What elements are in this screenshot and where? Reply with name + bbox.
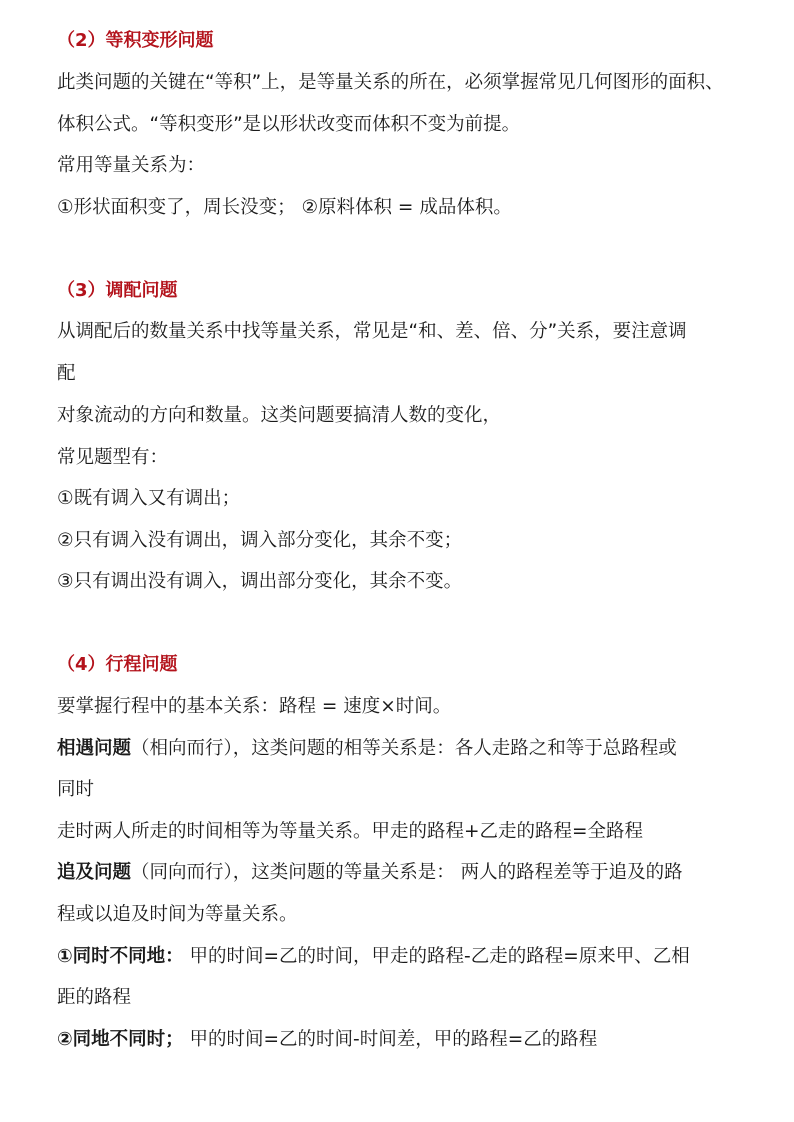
- section-3-paragraph-line-6: ②只有调入没有调出，调入部分变化，其余不变；: [57, 530, 463, 551]
- section-3-paragraph-line-2: 配: [57, 363, 76, 384]
- case-2-text: 甲的时间=乙的时间-时间差，甲的路程=乙的路程: [183, 1029, 598, 1050]
- section-2-paragraph-line-2: 体积公式。“等积变形”是以形状改变而体积不变为前提。: [57, 114, 521, 135]
- case-1-line-2: 距的路程: [57, 987, 132, 1008]
- meet-problem-text: （相向而行），这类问题的相等关系是：各人走路之和等于总路程或: [131, 738, 677, 759]
- case-2-line: [57, 1028, 597, 1052]
- section-3-paragraph-line-4: 常见题型有：: [57, 447, 169, 468]
- chase-problem-text: （同向而行），这类问题的等量关系是： 两人的路程差等于追及的路: [131, 862, 683, 883]
- section-3-paragraph-line-7: ③只有调出没有调入，调出部分变化，其余不变。: [57, 571, 463, 592]
- chase-problem-line: [57, 861, 683, 885]
- meet-problem-line: [57, 737, 677, 761]
- chase-problem-line-2: 程或以追及时间为等量关系。: [57, 904, 298, 925]
- section-2-paragraph-line-3: 常用等量关系为：: [57, 155, 206, 176]
- section-3-paragraph-line-3: 对象流动的方向和数量。这类问题要搞清人数的变化，: [57, 405, 502, 426]
- section-4-heading: （4）行程问题: [57, 654, 178, 675]
- section-2-heading: （2）等积变形问题: [57, 30, 214, 51]
- meet-problem-label: 相遇问题: [57, 738, 132, 759]
- case-1-label: ①同时不同地：: [57, 946, 184, 967]
- section-3-paragraph-line-1: 从调配后的数量关系中找等量关系，常见是“和、差、倍、分”关系，要注意调: [57, 321, 687, 342]
- section-2-paragraph-line-1: 此类问题的关键在“等积”上，是等量关系的所在，必须掌握常见几何图形的面积、: [57, 72, 724, 93]
- section-3-paragraph-line-5: ①既有调入又有调出；: [57, 488, 241, 509]
- section-2-paragraph-line-4: ①形状面积变了，周长没变； ②原料体积 = 成品体积。: [57, 197, 512, 218]
- case-1-text: 甲的时间=乙的时间，甲走的路程-乙走的路程=原来甲、乙相: [183, 946, 690, 967]
- case-2-label: ②同地不同时；: [57, 1029, 184, 1050]
- section-4-paragraph-line-1: 要掌握行程中的基本关系：路程 = 速度×时间。: [57, 696, 452, 717]
- meet-problem-line-2: 同时: [57, 779, 95, 800]
- case-1-line: [57, 945, 690, 969]
- section-3-heading: （3）调配问题: [57, 280, 178, 301]
- chase-problem-label: 追及问题: [57, 862, 132, 883]
- meet-problem-line-3: 走时两人所走的时间相等为等量关系。甲走的路程+乙走的路程=全路程: [57, 821, 644, 842]
